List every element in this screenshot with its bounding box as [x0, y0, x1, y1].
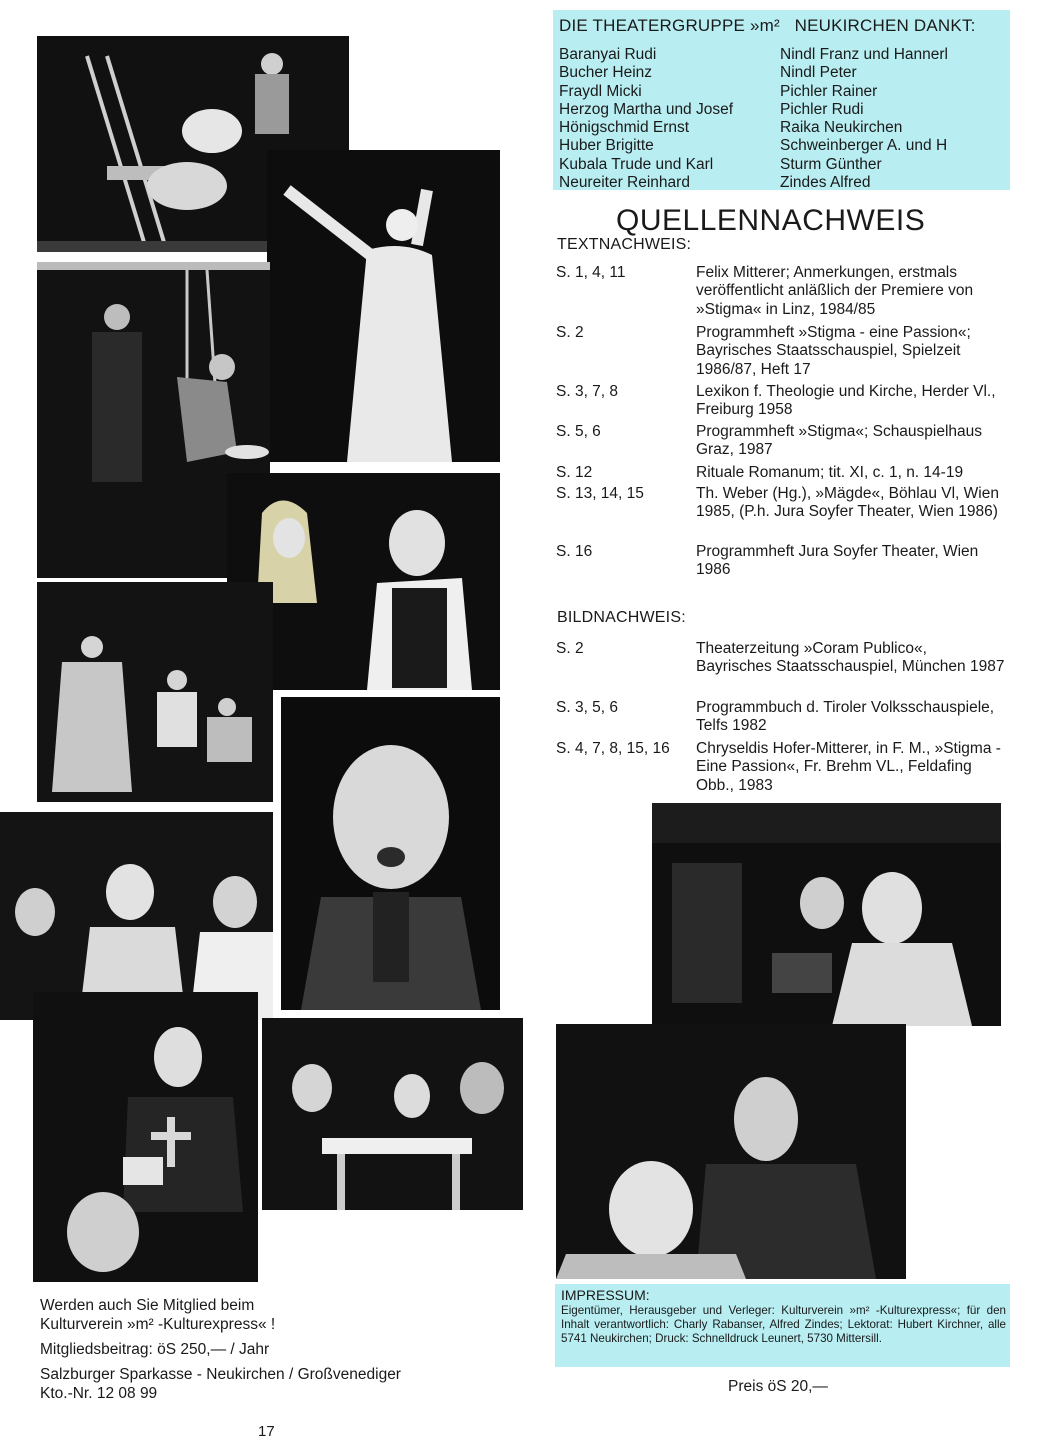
thanks-title: DIE THEATERGRUPPE »m² NEUKIRCHEN DANKT: — [559, 16, 976, 35]
sources-title: QUELLENNACHWEIS — [616, 204, 926, 237]
membership-fee: Mitgliedsbeitrag: öS 250,— / Jahr — [40, 1341, 270, 1358]
thanks-box — [553, 10, 1010, 190]
thanks-name: Hönigschmid Ernst — [559, 119, 690, 137]
ref-page: S. 1, 4, 11 — [556, 264, 626, 281]
photo-makeup-room — [652, 803, 1001, 1026]
ref-page: S. 13, 14, 15 — [556, 485, 644, 502]
price-label: Preis öS 20,— — [728, 1378, 828, 1395]
photo-raised-arms — [267, 150, 500, 462]
thanks-name: Neureiter Reinhard — [559, 174, 690, 192]
photo-monk-group — [37, 582, 273, 802]
thanks-list-left — [559, 46, 733, 192]
photo-cross-reading — [33, 992, 258, 1282]
thanks-name: Nindl Franz und Hannerl — [780, 46, 949, 63]
ref-text: Programmheft »Stigma - eine Passion«; Bayrisches Staatsschauspiel, Spielzeit 1986/87, Heft 17 — [696, 324, 971, 378]
ref-page: S. 2 — [556, 324, 584, 341]
thanks-name: Herzog Martha und Josef — [559, 100, 734, 118]
ref-page: S. 2 — [556, 640, 584, 657]
image-sources-heading: BILDNACHWEIS: — [557, 609, 686, 626]
photo-table-scene — [262, 1018, 523, 1210]
thanks-name: Nindl Peter — [780, 64, 857, 82]
thanks-name: Raika Neukirchen — [780, 119, 903, 137]
thanks-name: Pichler Rudi — [780, 100, 864, 118]
impressum-box — [555, 1284, 1010, 1367]
ref-text: Th. Weber (Hg.), »Mägde«, Böhlau Vl, Wien 1985, (P.h. Jura Soyfer Theater, Wien 1986) — [696, 485, 999, 521]
photo-makeup-application — [556, 1024, 906, 1279]
thanks-name: Schweinberger A. und H — [780, 137, 948, 155]
thanks-name: Kubala Trude und Karl — [559, 155, 714, 173]
ref-text: Programmheft »Stigma«; Schauspielhaus Graz, 1987 — [696, 423, 983, 459]
thanks-name: Zindes Alfred — [780, 174, 871, 192]
thanks-name: Bucher Heinz — [559, 64, 653, 82]
text-sources-heading: TEXTNACHWEIS: — [557, 236, 692, 253]
impressum-body: Eigentümer, Herausgeber und Verleger: Kulturverein »m² -Kulturexpress«; für den Inhalt verantwortlich: Charly Rabanser, Alfred Zindes; Lektorat: Hubert Kirchner, alle 5741 Neukirchen; Druck: Schnelldruck Leunert, 5730 Mittersill. — [561, 1304, 1006, 1346]
account-number: Kto.-Nr. 12 08 99 — [40, 1385, 158, 1402]
ref-page: S. 16 — [556, 543, 593, 560]
photo-group-eating — [0, 812, 273, 1020]
membership-line: Kulturverein »m² -Kulturexpress« ! — [40, 1316, 276, 1333]
ref-text: Theaterzeitung »Coram Publico«, Bayrisches Staatsschauspiel, München 1987 — [696, 640, 1005, 676]
impressum-title: IMPRESSUM: — [561, 1287, 650, 1303]
ref-page: S. 3, 5, 6 — [556, 699, 619, 716]
ref-page: S. 4, 7, 8, 15, 16 — [556, 740, 670, 757]
ref-text: Lexikon f. Theologie und Kirche, Herder Vl., Freiburg 1958 — [696, 383, 996, 419]
thanks-name: Huber Brigitte — [559, 137, 654, 155]
ref-text: Rituale Romanum; tit. XI, c. 1, n. 14-19 — [696, 464, 964, 481]
ref-page: S. 5, 6 — [556, 423, 601, 440]
membership-line: Werden auch Sie Mitglied beim — [40, 1297, 255, 1314]
thanks-name: Fraydl Micki — [559, 82, 642, 100]
page-number: 17 — [258, 1423, 275, 1440]
thanks-list-right — [780, 46, 948, 192]
photo-shouting-priest — [281, 697, 500, 1010]
thanks-name: Pichler Rainer — [780, 82, 878, 100]
ref-text: Programmheft Jura Soyfer Theater, Wien 1986 — [696, 543, 979, 579]
thanks-name: Baranyai Rudi — [559, 46, 657, 63]
thanks-name: Sturm Günther — [780, 155, 882, 173]
bank-details: Salzburger Sparkasse - Neukirchen / Großvenediger — [40, 1366, 401, 1383]
ref-page: S. 3, 7, 8 — [556, 383, 619, 400]
ref-text: Felix Mitterer; Anmerkungen, erstmals veröffentlicht anläßlich der Premiere von »Stigma« in Linz, 1984/85 — [696, 264, 974, 318]
ref-page: S. 12 — [556, 464, 593, 481]
ref-text: Chryseldis Hofer-Mitterer, in F. M., »Stigma - Eine Passion«, Fr. Brehm VL., Feldafing Obb., 1983 — [696, 740, 1001, 794]
ref-text: Programmbuch d. Tiroler Volksschauspiele, Telfs 1982 — [696, 699, 995, 735]
